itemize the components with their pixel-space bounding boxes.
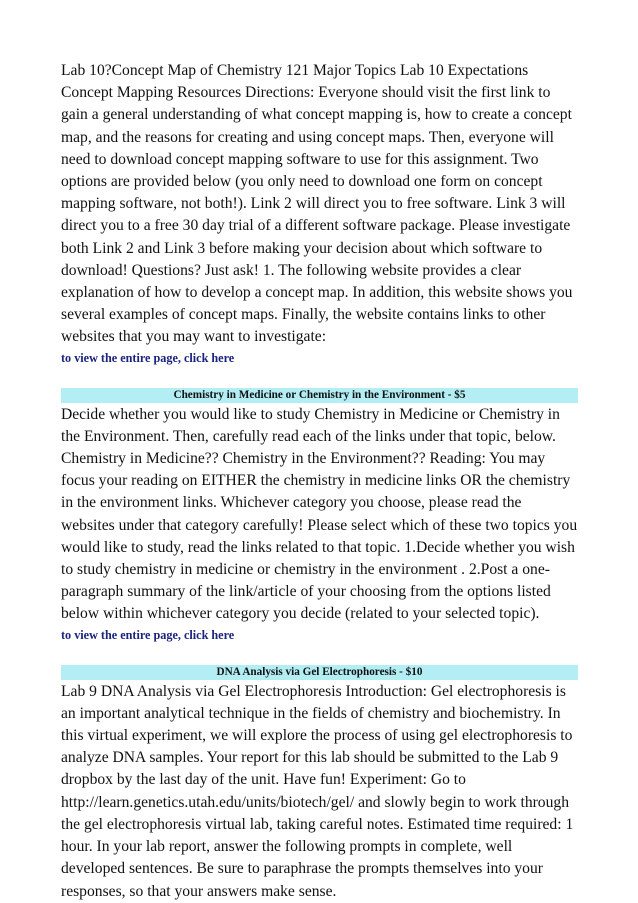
section-view-entire-page-link[interactable]: to view the entire page, click here xyxy=(61,627,235,642)
section-paragraph-chemistry-medicine-environment: Decide whether you would like to study Chemistry in Medicine or Chemistry in the Environment. Then, carefully read each of the links under that topic, below. Chemistry in Medicine?? Chemistry in the Environment?? Reading: You may focus your reading on EITHER the chemistry in medicine links OR the chemistry in the environment links. Whichever category you choose, please read the websites under that category carefully! Please select which of these two topics you would like to study, read the links related to that topic. 1.Decide whether you wish to study chemistry in medicine or chemistry in the environment . 2.Post a one-paragraph summary of the link/article of your choosing from the options listed below within whichever category you decide (related to your selected topic). xyxy=(61,405,578,623)
intro-paragraph: Lab 10?Concept Map of Chemistry 121 Major Topics Lab 10 Expectations Concept Mapping Resources Directions: Everyone should visit the first link to gain a general understanding of what concept mapping is, how to create a concept map, and the reasons for creating and using concept maps. Then, everyone will need to download concept mapping software to use for this assignment. Two options are provided below (you only need to download one form on concept mapping software, not both!). Link 2 will direct you to free software. Link 3 will direct you to a free 30 day trial of a different software package. Please investigate both Link 2 and Link 3 before making your decision about which software to download! Questions? Just ask! 1. The following website provides a clear explanation of how to develop a concept map. In addition, this website shows you several examples of concept maps. Finally, the website contains links to other websites that you may want to investigate: xyxy=(61,62,573,346)
section-paragraph-dna-gel-electrophoresis: Lab 9 DNA Analysis via Gel Electrophoresis Introduction: Gel electrophoresis is an important analytical technique in the fields of chemistry and biochemistry. In this virtual experiment, we will explore the process of using gel electrophoresis to analyze DNA samples. Your report for this lab should be submitted to the Lab 9 dropbox by the last day of the unit. Have fun! Experiment: Go to http://learn.genetics.utah.edu/units/biotech/gel/ and slowly begin to work through the gel electrophoresis virtual lab, taking careful notes. Estimated time required: 1 hour. In your lab report, answer the following prompts in complete, well developed sentences. Be sure to paraphrase the prompts themselves into your responses, so that your answers make sense. xyxy=(61,682,574,900)
document-page xyxy=(61,60,578,903)
section-header-chemistry-medicine-environment: Chemistry in Medicine or Chemistry in the Environment - $5 xyxy=(61,388,578,403)
section-header-dna-gel-electrophoresis: DNA Analysis via Gel Electrophoresis - $10 xyxy=(61,665,578,680)
intro-view-entire-page-link[interactable]: to view the entire page, click here xyxy=(61,350,235,365)
